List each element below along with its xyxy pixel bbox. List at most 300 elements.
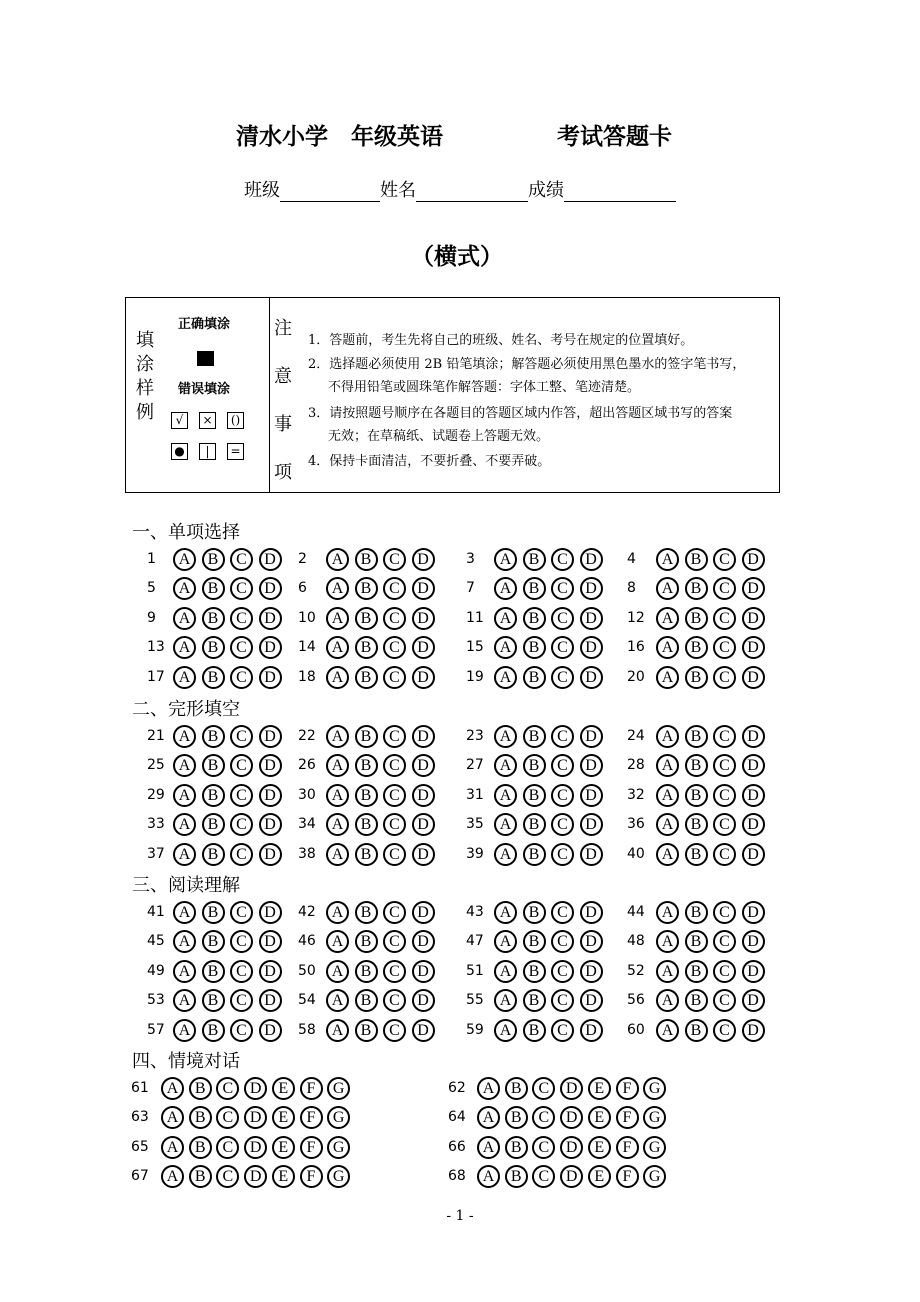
answer-bubble-65-a[interactable]: A [161,1136,184,1159]
answer-bubble-33-b[interactable]: B [202,813,225,836]
answer-bubble-60-c[interactable]: C [713,1019,736,1042]
name-field[interactable] [416,183,528,202]
answer-bubble-64-g[interactable]: G [643,1106,666,1129]
answer-bubble-29-b[interactable]: B [202,784,225,807]
answer-bubble-68-c[interactable]: C [532,1165,555,1188]
answer-bubble-44-b[interactable]: B [685,901,708,924]
answer-bubble-24-b[interactable]: B [685,725,708,748]
answer-bubble-9-d[interactable]: D [259,607,282,630]
answer-bubble-10-c[interactable]: C [383,607,406,630]
answer-bubble-40-d[interactable]: D [742,843,765,866]
answer-bubble-43-a[interactable]: A [494,901,517,924]
answer-bubble-46-d[interactable]: D [412,930,435,953]
answer-bubble-60-b[interactable]: B [685,1019,708,1042]
answer-bubble-4-c[interactable]: C [713,548,736,571]
answer-bubble-34-d[interactable]: D [412,813,435,836]
answer-bubble-66-d[interactable]: D [560,1136,583,1159]
answer-bubble-2-b[interactable]: B [355,548,378,571]
answer-bubble-33-a[interactable]: A [173,813,196,836]
answer-bubble-63-a[interactable]: A [161,1106,184,1129]
answer-bubble-10-d[interactable]: D [412,607,435,630]
answer-bubble-24-c[interactable]: C [713,725,736,748]
answer-bubble-5-c[interactable]: C [230,577,253,600]
answer-bubble-48-c[interactable]: C [713,930,736,953]
answer-bubble-25-c[interactable]: C [230,754,253,777]
answer-bubble-30-b[interactable]: B [355,784,378,807]
answer-bubble-53-a[interactable]: A [173,989,196,1012]
answer-bubble-42-a[interactable]: A [326,901,349,924]
answer-bubble-66-g[interactable]: G [643,1136,666,1159]
answer-bubble-22-d[interactable]: D [412,725,435,748]
answer-bubble-63-e[interactable]: E [272,1106,295,1129]
answer-bubble-68-f[interactable]: F [616,1165,639,1188]
answer-bubble-1-a[interactable]: A [173,548,196,571]
answer-bubble-8-c[interactable]: C [713,577,736,600]
answer-bubble-68-g[interactable]: G [643,1165,666,1188]
answer-bubble-13-b[interactable]: B [202,636,225,659]
answer-bubble-9-a[interactable]: A [173,607,196,630]
answer-bubble-48-a[interactable]: A [656,930,679,953]
answer-bubble-27-a[interactable]: A [494,754,517,777]
answer-bubble-31-c[interactable]: C [551,784,574,807]
answer-bubble-50-a[interactable]: A [326,960,349,983]
answer-bubble-38-a[interactable]: A [326,843,349,866]
answer-bubble-3-c[interactable]: C [551,548,574,571]
answer-bubble-9-c[interactable]: C [230,607,253,630]
answer-bubble-37-d[interactable]: D [259,843,282,866]
answer-bubble-52-a[interactable]: A [656,960,679,983]
answer-bubble-61-d[interactable]: D [244,1077,267,1100]
answer-bubble-44-a[interactable]: A [656,901,679,924]
answer-bubble-65-g[interactable]: G [327,1136,350,1159]
answer-bubble-54-a[interactable]: A [326,989,349,1012]
answer-bubble-37-c[interactable]: C [230,843,253,866]
answer-bubble-8-d[interactable]: D [742,577,765,600]
answer-bubble-19-a[interactable]: A [494,666,517,689]
answer-bubble-27-c[interactable]: C [551,754,574,777]
answer-bubble-55-a[interactable]: A [494,989,517,1012]
answer-bubble-49-d[interactable]: D [259,960,282,983]
answer-bubble-63-f[interactable]: F [300,1106,323,1129]
answer-bubble-6-c[interactable]: C [383,577,406,600]
answer-bubble-33-d[interactable]: D [259,813,282,836]
answer-bubble-57-c[interactable]: C [230,1019,253,1042]
answer-bubble-36-b[interactable]: B [685,813,708,836]
answer-bubble-39-d[interactable]: D [580,843,603,866]
answer-bubble-25-b[interactable]: B [202,754,225,777]
answer-bubble-29-a[interactable]: A [173,784,196,807]
answer-bubble-42-b[interactable]: B [355,901,378,924]
answer-bubble-47-c[interactable]: C [551,930,574,953]
answer-bubble-37-a[interactable]: A [173,843,196,866]
answer-bubble-57-a[interactable]: A [173,1019,196,1042]
answer-bubble-14-b[interactable]: B [355,636,378,659]
answer-bubble-65-b[interactable]: B [189,1136,212,1159]
answer-bubble-41-d[interactable]: D [259,901,282,924]
answer-bubble-61-c[interactable]: C [216,1077,239,1100]
answer-bubble-19-c[interactable]: C [551,666,574,689]
answer-bubble-64-e[interactable]: E [588,1106,611,1129]
answer-bubble-65-f[interactable]: F [300,1136,323,1159]
answer-bubble-49-b[interactable]: B [202,960,225,983]
answer-bubble-11-a[interactable]: A [494,607,517,630]
answer-bubble-47-b[interactable]: B [523,930,546,953]
answer-bubble-64-b[interactable]: B [505,1106,528,1129]
answer-bubble-17-a[interactable]: A [173,666,196,689]
answer-bubble-7-d[interactable]: D [580,577,603,600]
answer-bubble-12-c[interactable]: C [713,607,736,630]
answer-bubble-9-b[interactable]: B [202,607,225,630]
answer-bubble-43-c[interactable]: C [551,901,574,924]
answer-bubble-7-a[interactable]: A [494,577,517,600]
answer-bubble-7-c[interactable]: C [551,577,574,600]
answer-bubble-4-a[interactable]: A [656,548,679,571]
answer-bubble-55-d[interactable]: D [580,989,603,1012]
answer-bubble-62-g[interactable]: G [643,1077,666,1100]
answer-bubble-35-b[interactable]: B [523,813,546,836]
answer-bubble-49-c[interactable]: C [230,960,253,983]
answer-bubble-68-a[interactable]: A [477,1165,500,1188]
answer-bubble-31-d[interactable]: D [580,784,603,807]
answer-bubble-63-d[interactable]: D [244,1106,267,1129]
answer-bubble-32-d[interactable]: D [742,784,765,807]
answer-bubble-20-c[interactable]: C [713,666,736,689]
answer-bubble-46-c[interactable]: C [383,930,406,953]
answer-bubble-23-d[interactable]: D [580,725,603,748]
answer-bubble-32-c[interactable]: C [713,784,736,807]
answer-bubble-66-f[interactable]: F [616,1136,639,1159]
answer-bubble-31-a[interactable]: A [494,784,517,807]
answer-bubble-51-a[interactable]: A [494,960,517,983]
answer-bubble-20-d[interactable]: D [742,666,765,689]
answer-bubble-40-a[interactable]: A [656,843,679,866]
answer-bubble-17-c[interactable]: C [230,666,253,689]
answer-bubble-29-d[interactable]: D [259,784,282,807]
answer-bubble-35-c[interactable]: C [551,813,574,836]
answer-bubble-63-b[interactable]: B [189,1106,212,1129]
answer-bubble-17-b[interactable]: B [202,666,225,689]
answer-bubble-1-b[interactable]: B [202,548,225,571]
answer-bubble-16-a[interactable]: A [656,636,679,659]
answer-bubble-15-a[interactable]: A [494,636,517,659]
answer-bubble-67-f[interactable]: F [300,1165,323,1188]
answer-bubble-28-b[interactable]: B [685,754,708,777]
answer-bubble-56-d[interactable]: D [742,989,765,1012]
answer-bubble-29-c[interactable]: C [230,784,253,807]
answer-bubble-36-d[interactable]: D [742,813,765,836]
answer-bubble-21-d[interactable]: D [259,725,282,748]
answer-bubble-30-c[interactable]: C [383,784,406,807]
answer-bubble-64-f[interactable]: F [616,1106,639,1129]
answer-bubble-12-d[interactable]: D [742,607,765,630]
answer-bubble-5-a[interactable]: A [173,577,196,600]
answer-bubble-59-b[interactable]: B [523,1019,546,1042]
answer-bubble-52-b[interactable]: B [685,960,708,983]
answer-bubble-16-c[interactable]: C [713,636,736,659]
answer-bubble-41-c[interactable]: C [230,901,253,924]
answer-bubble-64-a[interactable]: A [477,1106,500,1129]
answer-bubble-45-c[interactable]: C [230,930,253,953]
answer-bubble-3-a[interactable]: A [494,548,517,571]
answer-bubble-8-a[interactable]: A [656,577,679,600]
answer-bubble-34-b[interactable]: B [355,813,378,836]
answer-bubble-68-b[interactable]: B [505,1165,528,1188]
answer-bubble-58-b[interactable]: B [355,1019,378,1042]
answer-bubble-11-b[interactable]: B [523,607,546,630]
answer-bubble-56-a[interactable]: A [656,989,679,1012]
answer-bubble-5-d[interactable]: D [259,577,282,600]
answer-bubble-55-c[interactable]: C [551,989,574,1012]
answer-bubble-46-a[interactable]: A [326,930,349,953]
answer-bubble-62-f[interactable]: F [616,1077,639,1100]
answer-bubble-25-a[interactable]: A [173,754,196,777]
answer-bubble-15-c[interactable]: C [551,636,574,659]
answer-bubble-56-c[interactable]: C [713,989,736,1012]
answer-bubble-61-e[interactable]: E [272,1077,295,1100]
answer-bubble-24-a[interactable]: A [656,725,679,748]
class-field[interactable] [280,183,380,202]
answer-bubble-10-b[interactable]: B [355,607,378,630]
answer-bubble-61-a[interactable]: A [161,1077,184,1100]
answer-bubble-14-a[interactable]: A [326,636,349,659]
answer-bubble-16-d[interactable]: D [742,636,765,659]
answer-bubble-12-b[interactable]: B [685,607,708,630]
answer-bubble-1-c[interactable]: C [230,548,253,571]
answer-bubble-62-b[interactable]: B [505,1077,528,1100]
answer-bubble-40-c[interactable]: C [713,843,736,866]
answer-bubble-4-d[interactable]: D [742,548,765,571]
answer-bubble-26-b[interactable]: B [355,754,378,777]
answer-bubble-16-b[interactable]: B [685,636,708,659]
answer-bubble-31-b[interactable]: B [523,784,546,807]
answer-bubble-33-c[interactable]: C [230,813,253,836]
answer-bubble-7-b[interactable]: B [523,577,546,600]
answer-bubble-65-e[interactable]: E [272,1136,295,1159]
answer-bubble-6-d[interactable]: D [412,577,435,600]
answer-bubble-66-a[interactable]: A [477,1136,500,1159]
answer-bubble-53-c[interactable]: C [230,989,253,1012]
answer-bubble-45-b[interactable]: B [202,930,225,953]
answer-bubble-58-c[interactable]: C [383,1019,406,1042]
answer-bubble-59-c[interactable]: C [551,1019,574,1042]
answer-bubble-38-b[interactable]: B [355,843,378,866]
answer-bubble-51-d[interactable]: D [580,960,603,983]
answer-bubble-35-d[interactable]: D [580,813,603,836]
answer-bubble-52-c[interactable]: C [713,960,736,983]
answer-bubble-44-d[interactable]: D [742,901,765,924]
answer-bubble-37-b[interactable]: B [202,843,225,866]
answer-bubble-32-b[interactable]: B [685,784,708,807]
answer-bubble-20-b[interactable]: B [685,666,708,689]
answer-bubble-46-b[interactable]: B [355,930,378,953]
answer-bubble-2-c[interactable]: C [383,548,406,571]
answer-bubble-54-c[interactable]: C [383,989,406,1012]
answer-bubble-54-d[interactable]: D [412,989,435,1012]
answer-bubble-3-d[interactable]: D [580,548,603,571]
answer-bubble-35-a[interactable]: A [494,813,517,836]
answer-bubble-53-b[interactable]: B [202,989,225,1012]
answer-bubble-47-d[interactable]: D [580,930,603,953]
answer-bubble-5-b[interactable]: B [202,577,225,600]
answer-bubble-13-c[interactable]: C [230,636,253,659]
answer-bubble-36-c[interactable]: C [713,813,736,836]
answer-bubble-28-a[interactable]: A [656,754,679,777]
answer-bubble-61-f[interactable]: F [300,1077,323,1100]
answer-bubble-26-d[interactable]: D [412,754,435,777]
answer-bubble-50-c[interactable]: C [383,960,406,983]
answer-bubble-2-a[interactable]: A [326,548,349,571]
answer-bubble-26-a[interactable]: A [326,754,349,777]
answer-bubble-48-b[interactable]: B [685,930,708,953]
answer-bubble-12-a[interactable]: A [656,607,679,630]
answer-bubble-26-c[interactable]: C [383,754,406,777]
answer-bubble-58-d[interactable]: D [412,1019,435,1042]
answer-bubble-21-a[interactable]: A [173,725,196,748]
answer-bubble-67-b[interactable]: B [189,1165,212,1188]
answer-bubble-38-c[interactable]: C [383,843,406,866]
answer-bubble-36-a[interactable]: A [656,813,679,836]
answer-bubble-61-g[interactable]: G [327,1077,350,1100]
question-number: 56 [627,992,645,1009]
answer-bubble-45-d[interactable]: D [259,930,282,953]
answer-bubble-66-b[interactable]: B [505,1136,528,1159]
answer-bubble-66-c[interactable]: C [532,1136,555,1159]
answer-bubble-22-c[interactable]: C [383,725,406,748]
answer-bubble-21-c[interactable]: C [230,725,253,748]
answer-bubble-42-c[interactable]: C [383,901,406,924]
answer-bubble-51-c[interactable]: C [551,960,574,983]
answer-bubble-62-d[interactable]: D [560,1077,583,1100]
answer-bubble-30-a[interactable]: A [326,784,349,807]
answer-bubble-18-c[interactable]: C [383,666,406,689]
answer-bubble-57-d[interactable]: D [259,1019,282,1042]
answer-bubble-11-d[interactable]: D [580,607,603,630]
answer-bubble-17-d[interactable]: D [259,666,282,689]
answer-bubble-11-c[interactable]: C [551,607,574,630]
answer-bubble-65-c[interactable]: C [216,1136,239,1159]
answer-bubble-67-a[interactable]: A [161,1165,184,1188]
answer-bubble-22-b[interactable]: B [355,725,378,748]
answer-bubble-59-d[interactable]: D [580,1019,603,1042]
answer-bubble-14-d[interactable]: D [412,636,435,659]
answer-bubble-6-b[interactable]: B [355,577,378,600]
answer-bubble-62-c[interactable]: C [532,1077,555,1100]
answer-bubble-64-d[interactable]: D [560,1106,583,1129]
answer-bubble-18-d[interactable]: D [412,666,435,689]
answer-bubble-60-a[interactable]: A [656,1019,679,1042]
answer-bubble-67-g[interactable]: G [327,1165,350,1188]
answer-bubble-32-a[interactable]: A [656,784,679,807]
answer-bubble-23-c[interactable]: C [551,725,574,748]
answer-bubble-13-d[interactable]: D [259,636,282,659]
answer-bubble-48-d[interactable]: D [742,930,765,953]
answer-bubble-18-a[interactable]: A [326,666,349,689]
score-field[interactable] [564,183,676,202]
answer-bubble-58-a[interactable]: A [326,1019,349,1042]
answer-bubble-43-d[interactable]: D [580,901,603,924]
answer-bubble-15-d[interactable]: D [580,636,603,659]
answer-bubble-57-b[interactable]: B [202,1019,225,1042]
answer-bubble-2-d[interactable]: D [412,548,435,571]
answer-bubble-27-d[interactable]: D [580,754,603,777]
answer-bubble-63-c[interactable]: C [216,1106,239,1129]
answer-bubble-24-d[interactable]: D [742,725,765,748]
answer-bubble-10-a[interactable]: A [326,607,349,630]
answer-bubble-39-b[interactable]: B [523,843,546,866]
answer-bubble-8-b[interactable]: B [685,577,708,600]
answer-bubble-45-a[interactable]: A [173,930,196,953]
answer-bubble-14-c[interactable]: C [383,636,406,659]
answer-bubble-64-c[interactable]: C [532,1106,555,1129]
answer-bubble-41-a[interactable]: A [173,901,196,924]
answer-bubble-15-b[interactable]: B [523,636,546,659]
answer-bubble-39-c[interactable]: C [551,843,574,866]
answer-bubble-51-b[interactable]: B [523,960,546,983]
answer-bubble-19-b[interactable]: B [523,666,546,689]
answer-bubble-50-b[interactable]: B [355,960,378,983]
answer-bubble-28-c[interactable]: C [713,754,736,777]
answer-bubble-65-d[interactable]: D [244,1136,267,1159]
answer-bubble-67-c[interactable]: C [216,1165,239,1188]
answer-bubble-42-d[interactable]: D [412,901,435,924]
answer-bubble-68-e[interactable]: E [588,1165,611,1188]
answer-bubble-34-c[interactable]: C [383,813,406,836]
answer-bubble-61-b[interactable]: B [189,1077,212,1100]
answer-bubble-43-b[interactable]: B [523,901,546,924]
answer-bubble-62-e[interactable]: E [588,1077,611,1100]
answer-bubble-67-d[interactable]: D [244,1165,267,1188]
answer-bubble-18-b[interactable]: B [355,666,378,689]
answer-bubble-52-d[interactable]: D [742,960,765,983]
answer-bubble-6-a[interactable]: A [326,577,349,600]
answer-bubble-53-d[interactable]: D [259,989,282,1012]
answer-bubble-55-b[interactable]: B [523,989,546,1012]
answer-bubble-13-a[interactable]: A [173,636,196,659]
answer-bubble-63-g[interactable]: G [327,1106,350,1129]
answer-bubble-28-d[interactable]: D [742,754,765,777]
answer-bubble-66-e[interactable]: E [588,1136,611,1159]
answer-bubble-54-b[interactable]: B [355,989,378,1012]
answer-bubble-56-b[interactable]: B [685,989,708,1012]
answer-bubble-59-a[interactable]: A [494,1019,517,1042]
answer-bubble-38-d[interactable]: D [412,843,435,866]
answer-bubble-20-a[interactable]: A [656,666,679,689]
answer-bubble-62-a[interactable]: A [477,1077,500,1100]
answer-bubble-27-b[interactable]: B [523,754,546,777]
answer-bubble-1-d[interactable]: D [259,548,282,571]
answer-bubble-39-a[interactable]: A [494,843,517,866]
answer-bubble-30-d[interactable]: D [412,784,435,807]
answer-bubble-49-a[interactable]: A [173,960,196,983]
answer-bubble-41-b[interactable]: B [202,901,225,924]
answer-bubble-67-e[interactable]: E [272,1165,295,1188]
answer-bubble-25-d[interactable]: D [259,754,282,777]
answer-bubble-23-b[interactable]: B [523,725,546,748]
answer-bubble-21-b[interactable]: B [202,725,225,748]
answer-bubble-19-d[interactable]: D [580,666,603,689]
answer-bubble-4-b[interactable]: B [685,548,708,571]
answer-bubble-23-a[interactable]: A [494,725,517,748]
answer-bubble-50-d[interactable]: D [412,960,435,983]
answer-bubble-34-a[interactable]: A [326,813,349,836]
answer-bubble-44-c[interactable]: C [713,901,736,924]
answer-bubble-3-b[interactable]: B [523,548,546,571]
answer-bubble-22-a[interactable]: A [326,725,349,748]
answer-bubble-47-a[interactable]: A [494,930,517,953]
answer-bubble-68-d[interactable]: D [560,1165,583,1188]
answer-bubble-60-d[interactable]: D [742,1019,765,1042]
answer-bubble-40-b[interactable]: B [685,843,708,866]
